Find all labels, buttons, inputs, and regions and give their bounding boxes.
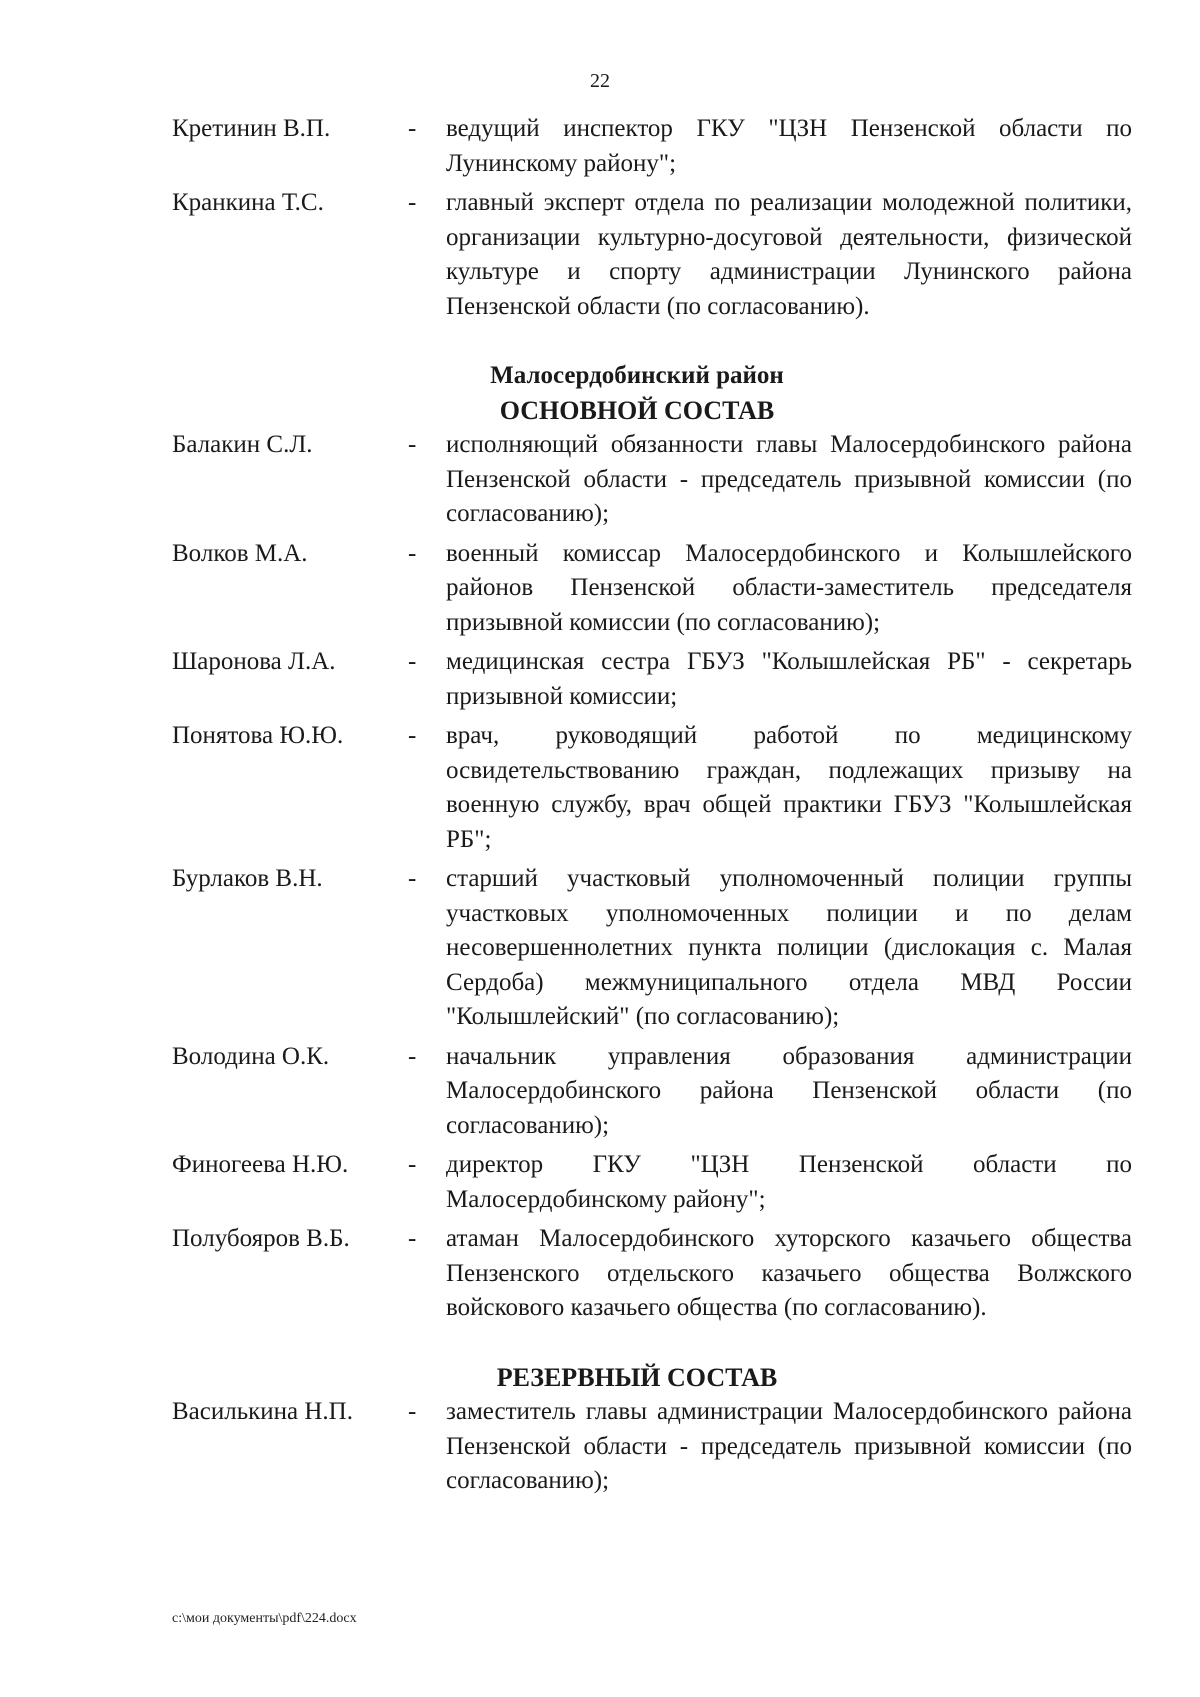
dash: - [408, 115, 417, 142]
person-position: военный комиссар Малосердобинского и Колышлейского районов Пензенской области-заместитель председателя призывной комиссии (по согласованию); [446, 539, 1132, 636]
person-position: медицинская сестра ГБУЗ "Колышлейская РБ" - секретарь призывной комиссии; [446, 648, 1132, 710]
person-name: Финогеева Н.Ю. [172, 1151, 349, 1178]
entry-row [172, 428, 1132, 532]
person-position: главный эксперт отдела по реализации молодежной политики, организации культурно-досуговой деятельности, физической культуре и спорту администрации Лунинского района Пензенской области (по согласованию). [446, 189, 1132, 320]
district-title: Малосердобинский район [490, 362, 784, 389]
dash: - [408, 722, 417, 749]
dash: - [408, 1151, 417, 1178]
dash: - [408, 189, 417, 216]
person-position: ведущий инспектор ГКУ "ЦЗН Пензенской области по Лунинскому району"; [446, 115, 1132, 177]
dash: - [408, 1042, 417, 1070]
entry-row [172, 719, 1132, 857]
document-body [172, 112, 1132, 1504]
reserve-composition-title: РЕЗЕРВНЫЙ СОСТАВ [496, 1362, 778, 1392]
person-name: Володина О.К. [172, 1042, 330, 1070]
dash: - [408, 1398, 417, 1425]
person-name: Василькина Н.П. [172, 1398, 353, 1425]
entry-row [172, 1222, 1132, 1326]
footer-file-path: c:\мои документы\pdf\224.docx [172, 1611, 357, 1626]
page-number: 22 [590, 70, 610, 92]
person-name: Балакин С.Л. [172, 431, 313, 458]
entry-row [172, 1395, 1132, 1499]
person-position: врач, руководящий работой по медицинскому освидетельствованию граждан, подлежащих призыву на военную службу, врач общей практики ГБУЗ "Колышлейская РБ"; [446, 722, 1132, 853]
person-position: старший участковый уполномоченный полиции группы участковых уполномоченных полиции и по делам несовершеннолетних пункта полиции (дислокация с. Малая Сердоба) межмуниципального отдела МВД России "Колышлейский" (по согласованию); [446, 865, 1132, 1030]
entry-row [172, 112, 1132, 181]
person-name: Волков М.А. [172, 539, 308, 567]
person-name: Кретинин В.П. [172, 115, 331, 142]
dash: - [408, 865, 417, 892]
entry-row [172, 537, 1132, 641]
person-position: атаман Малосердобинского хуторского казачьего общества Пензенского отдельского казачьего общества Волжского войскового казачьего общества (по согласованию). [446, 1225, 1132, 1321]
entry-row [172, 645, 1132, 714]
person-name: Бурлаков В.Н. [172, 865, 323, 892]
dash: - [408, 431, 417, 458]
person-position: заместитель главы администрации Малосердобинского района Пензенской области - председатель призывной комиссии (по согласованию); [446, 1398, 1132, 1494]
entry-row [172, 862, 1132, 1035]
person-position: исполняющий обязанности главы Малосердобинского района Пензенской области - председатель призывной комиссии (по согласованию); [446, 431, 1132, 527]
person-position: начальник управления образования администрации Малосердобинского района Пензенской области (по согласованию); [446, 1042, 1132, 1139]
dash: - [408, 539, 417, 567]
entry-row [172, 186, 1132, 324]
top-entries [172, 112, 1132, 324]
person-position: директор ГКУ "ЦЗН Пензенской области по Малосердобинскому району"; [446, 1151, 1132, 1213]
entry-row [172, 1040, 1132, 1144]
dash: - [408, 1225, 417, 1252]
person-name: Шаронова Л.А. [172, 648, 336, 675]
reserve-entries [172, 1395, 1132, 1499]
dash: - [408, 648, 417, 675]
person-name: Полубояров В.Б. [172, 1225, 350, 1252]
main-composition-title: ОСНОВНОЙ СОСТАВ [499, 395, 775, 425]
entry-row [172, 1148, 1132, 1217]
person-name: Понятова Ю.Ю. [172, 722, 344, 749]
main-entries [172, 428, 1132, 1326]
person-name: Кранкина Т.С. [172, 189, 324, 216]
